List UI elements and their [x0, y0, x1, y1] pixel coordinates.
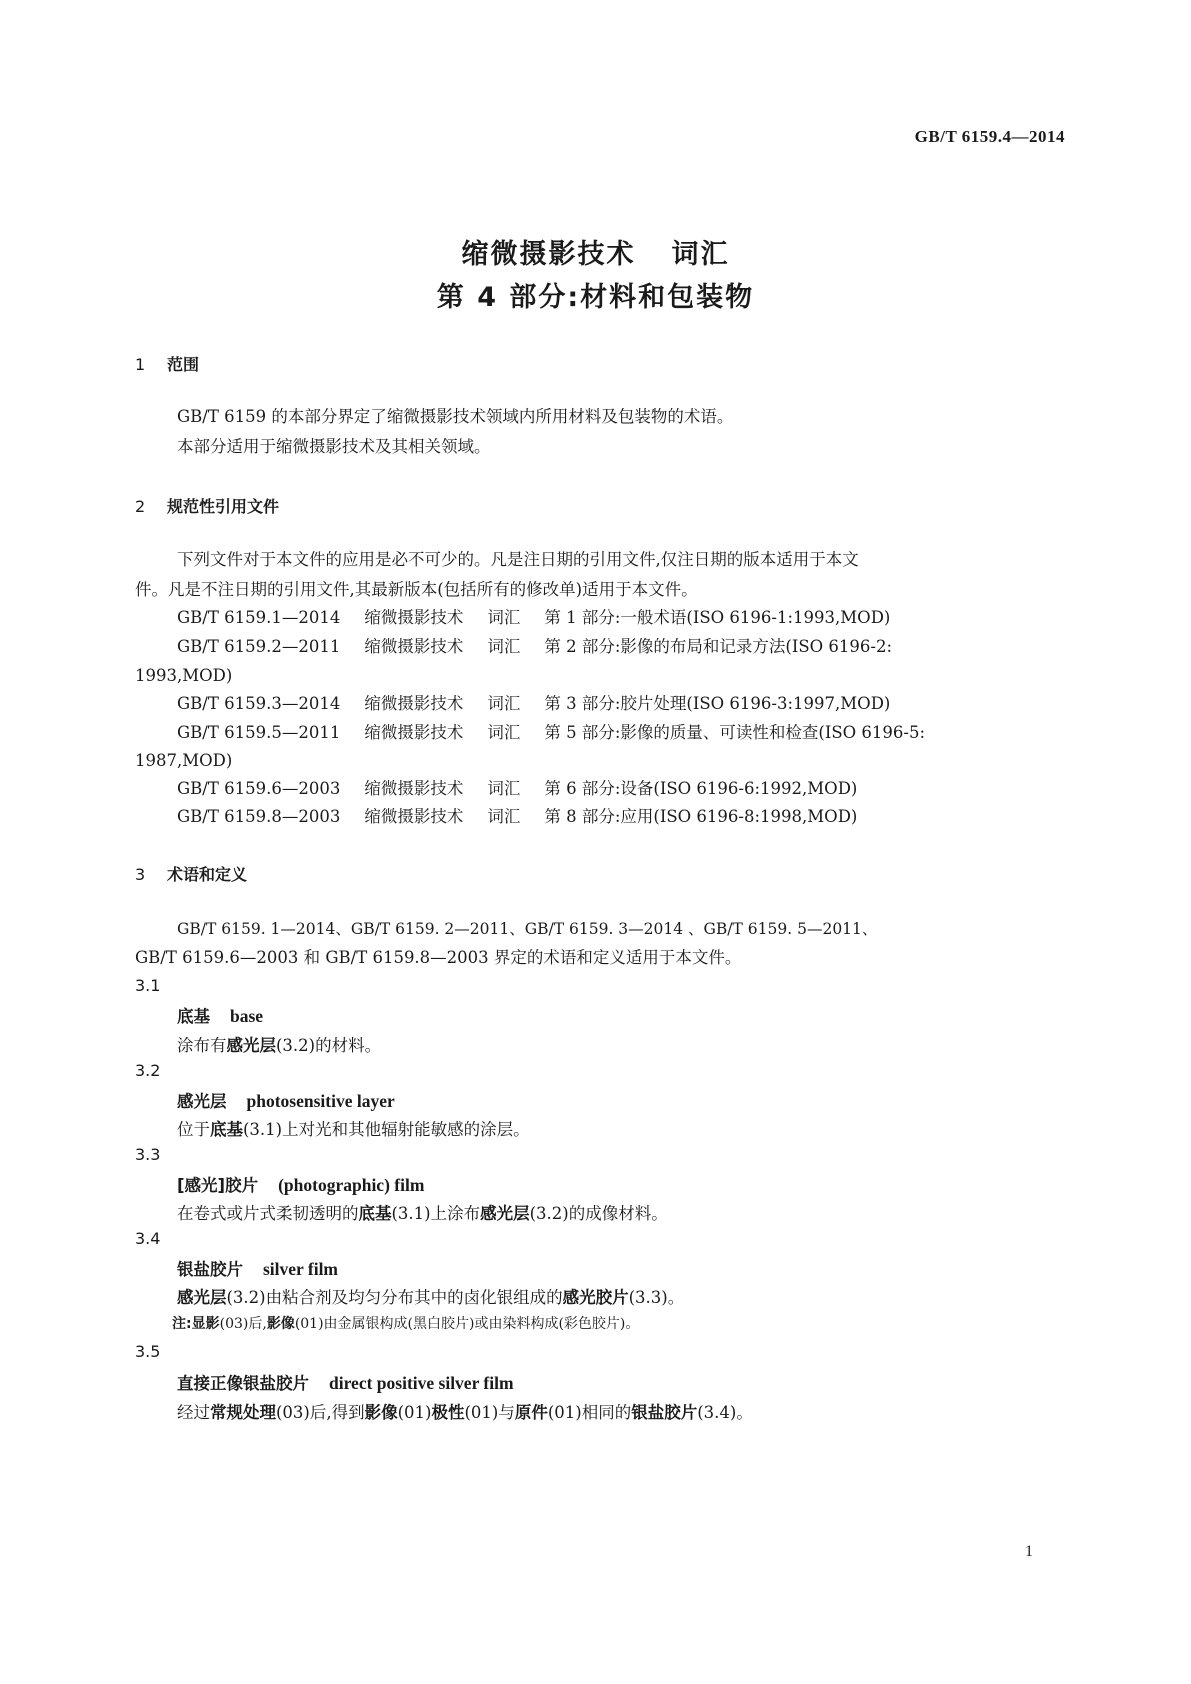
reference-item: GB/T 6159.6—2003 缩微摄影技术 词汇 第 6 部分:设备(ISO 6196-6:1992,MOD): [177, 779, 858, 798]
page-number: 1: [1025, 1543, 1033, 1560]
term-number: 3.2: [135, 1061, 161, 1080]
term-definition: 涂布有感光层(3.2)的材料。: [177, 1036, 382, 1055]
term-definition: 位于底基(3.1)上对光和其他辐射能敏感的涂层。: [177, 1120, 530, 1139]
reference-item: GB/T 6159.2—2011 缩微摄影技术 词汇 第 2 部分:影像的布局和记录方法(ISO 6196-2:: [177, 637, 893, 656]
reference-item-continuation: 1993,MOD): [135, 666, 233, 685]
references-intro-line-2: 件。凡是不注日期的引用文件,其最新版本(包括所有的修改单)适用于本文件。: [135, 580, 698, 599]
term-heading: 底基 base: [177, 1006, 264, 1026]
terms-intro-line-2: GB/T 6159.6—2003 和 GB/T 6159.8—2003 界定的术语和定义适用于本文件。: [135, 948, 742, 967]
terms-intro-line-1: GB/T 6159. 1—2014、GB/T 6159. 2—2011、GB/T 6159. 3—2014 、GB/T 6159. 5—2011、: [177, 920, 878, 938]
reference-item-continuation: 1987,MOD): [135, 751, 233, 770]
title-line-1: [0, 232, 1191, 271]
scope-paragraph-2: 本部分适用于缩微摄影技术及其相关领域。: [177, 437, 491, 456]
standard-code: GB/T 6159.4—2014: [914, 127, 1065, 146]
reference-item: GB/T 6159.1—2014 缩微摄影技术 词汇 第 1 部分:一般术语(ISO 6196-1:1993,MOD): [177, 608, 891, 627]
title-sub: 词汇: [671, 239, 730, 270]
term-heading: [感光]胶片 (photographic) film: [177, 1175, 425, 1195]
term-definition: 感光层(3.2)由粘合剂及均匀分布其中的卤化银组成的感光胶片(3.3)。: [177, 1288, 685, 1307]
title-main: 缩微摄影技术: [461, 239, 636, 270]
term-definition: 在卷式或片式柔韧透明的底基(3.1)上涂布感光层(3.2)的成像材料。: [177, 1204, 668, 1223]
title-line-2: 第 4 部分:材料和包装物: [436, 282, 755, 313]
term-heading: 直接正像银盐胶片 direct positive silver film: [177, 1373, 514, 1393]
reference-item: GB/T 6159.3—2014 缩微摄影技术 词汇 第 3 部分:胶片处理(ISO 6196-3:1997,MOD): [177, 694, 891, 713]
term-note: 注:显影(03)后,影像(01)由金属银构成(黑白胶片)或由染料构成(彩色胶片)。: [172, 1316, 640, 1332]
section-heading-normative-references: 2 规范性引用文件: [135, 497, 280, 516]
section-heading-terms-and-definitions: 3 术语和定义: [135, 865, 248, 884]
scope-paragraph-1: GB/T 6159 的本部分界定了缩微摄影技术领域内所用材料及包装物的术语。: [177, 407, 734, 426]
references-intro-line-1: 下列文件对于本文件的应用是必不可少的。凡是注日期的引用文件,仅注日期的版本适用于本文: [177, 550, 859, 569]
term-definition: 经过常规处理(03)后,得到影像(01)极性(01)与原件(01)相同的银盐胶片(3.4)。: [177, 1403, 753, 1422]
reference-item: GB/T 6159.5—2011 缩微摄影技术 词汇 第 5 部分:影像的质量、可读性和检查(ISO 6196-5:: [177, 723, 926, 742]
term-number: 3.4: [135, 1229, 161, 1248]
term-heading: 感光层 photosensitive layer: [177, 1091, 395, 1111]
term-number: 3.5: [135, 1342, 161, 1361]
reference-item: GB/T 6159.8—2003 缩微摄影技术 词汇 第 8 部分:应用(ISO 6196-8:1998,MOD): [177, 807, 858, 826]
term-number: 3.3: [135, 1145, 161, 1164]
section-heading-scope: 1 范围: [135, 355, 200, 374]
term-number: 3.1: [135, 976, 161, 995]
term-heading: 银盐胶片 silver film: [177, 1259, 339, 1279]
